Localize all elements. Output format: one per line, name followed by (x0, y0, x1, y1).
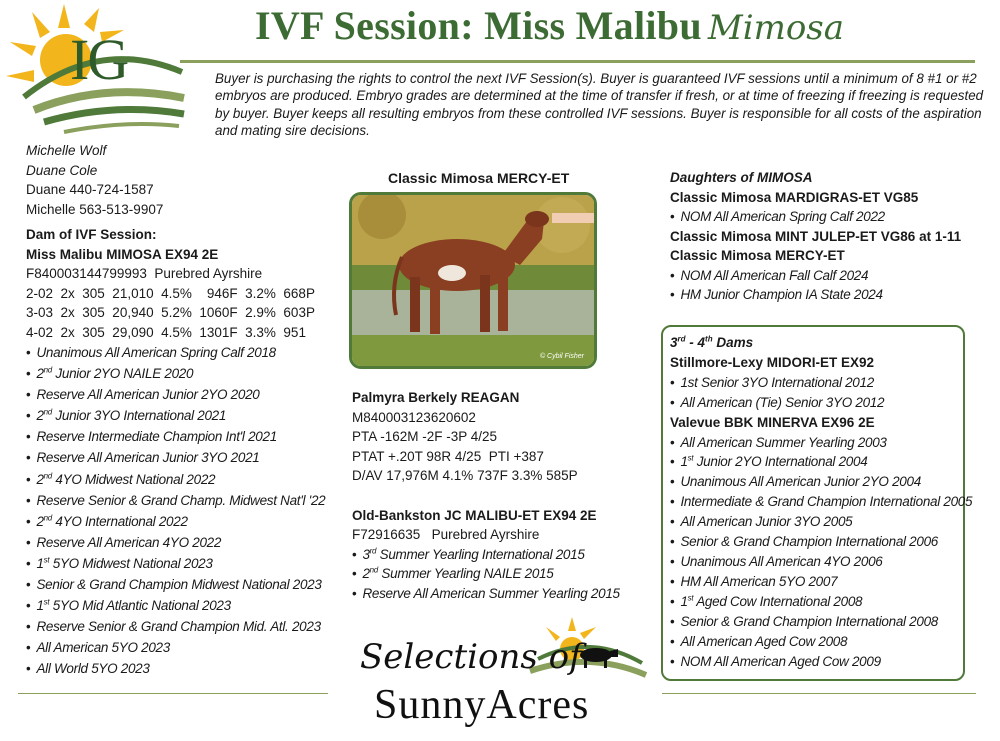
dams-section (670, 333, 990, 671)
list-item: • Reserve All American Junior 2YO 2020 (26, 387, 260, 403)
list-item: • All American Junior 3YO 2005 (670, 514, 853, 530)
list-item: • 2nd Junior 3YO International 2021 (26, 407, 227, 424)
list-item: • 1st Senior 3YO International 2012 (670, 374, 874, 390)
sire-name: Palmyra Berkely REAGAN (352, 390, 520, 405)
right-divider (662, 693, 976, 694)
middle-column (352, 388, 652, 603)
left-divider (18, 693, 328, 694)
sire-dav: D/AV 17,976M 4.1% 737F 3.3% 585P (352, 468, 578, 483)
list-item: • Reserve Senior & Grand Champion Mid. Atl. 2023 (26, 619, 321, 635)
list-item: • 1st Aged Cow International 2008 (670, 593, 863, 609)
title-divider (180, 60, 975, 63)
dam-name: Miss Malibu MIMOSA EX94 2E (26, 246, 219, 262)
photo-caption: Classic Mimosa MERCY-ET (388, 170, 570, 186)
contact-phone-2: Michelle 563-513-9907 (26, 201, 164, 217)
list-item: • Senior & Grand Champion Midwest National 2023 (26, 577, 322, 593)
cow-1-awards-list (670, 373, 990, 413)
dam-record-2: 3-03 2x 305 20,940 5.2% 1060F 2.9% 603P (26, 305, 315, 320)
list-item: • All American Aged Cow 2008 (670, 633, 848, 649)
cow-photo (349, 192, 597, 369)
right-column (670, 168, 990, 305)
list-item: • All American Summer Yearling 2003 (670, 434, 887, 450)
ig-logo (4, 2, 194, 142)
cow-1-name: Stillmore-Lexy MIDORI-ET EX92 (670, 354, 875, 370)
title-script: Mimosa (707, 8, 845, 48)
granddam-awards-list (352, 545, 652, 604)
intro-paragraph: Buyer is purchasing the rights to control the next IVF Session(s). Buyer is guaranteed IVF sessions until a minimum of 8 #1 or #2 embryos are produced. Embryo grades are determined at the time of transfer if fresh, or at time of freezing if freezing is requested by buyer. Buyer keeps all resulting embryos from these controlled IVF sessions. Buyer is responsible for all costs of the aspiration and mating sire decisions. (215, 71, 984, 138)
daughters-heading: Daughters of MIMOSA (670, 170, 813, 185)
photo-credit: © Cybil Fisher (539, 353, 584, 360)
list-item: • 1st 5YO Midwest National 2023 (26, 555, 213, 571)
list-item: • 3rd Summer Yearling International 2015 (352, 546, 585, 562)
list-item: • Intermediate & Grand Champion International 2005 (670, 494, 973, 510)
daughter-3-name: Classic Mimosa MERCY-ET (670, 248, 845, 263)
list-item: • Reserve Senior & Grand Champ. Midwest Nat'l '22 (26, 492, 326, 508)
dam-awards-list (26, 342, 326, 680)
list-item: • Unanimous All American Spring Calf 2018 (26, 345, 276, 360)
ig-monogram: IG (70, 27, 128, 92)
list-item: • 2nd Junior 2YO NAILE 2020 (26, 365, 194, 382)
list-item: • Reserve All American 4YO 2022 (26, 534, 222, 550)
sunny-acres-logo (360, 615, 650, 737)
daughter-1-name: Classic Mimosa MARDIGRAS-ET VG85 (670, 189, 919, 205)
dam-record-3: 4-02 2x 305 29,090 4.5% 1301F 3.3% 951 (26, 324, 306, 340)
list-item: • HM All American 5YO 2007 (670, 573, 838, 589)
granddam-id-line: F72916635 Purebred Ayrshire (352, 527, 540, 542)
list-item: • 1st 5YO Mid Atlantic National 2023 (26, 597, 231, 614)
contact-name-1: Michelle Wolf (26, 143, 107, 158)
cow-2-name: Valevue BBK MINERVA EX96 2E (670, 414, 875, 430)
list-item: • NOM All American Aged Cow 2009 (670, 653, 881, 669)
contact-phone-1: Duane 440-724-1587 (26, 182, 154, 197)
list-item: • NOM All American Spring Calf 2022 (670, 209, 885, 224)
logo-caps: SunnyAcres (374, 682, 590, 728)
sire-pta: PTA -162M -2F -3P 4/25 (352, 429, 498, 444)
list-item: • 2nd 4YO Midwest National 2022 (26, 471, 216, 487)
left-column (26, 141, 326, 680)
list-item: • Reserve All American Summer Yearling 2015 (352, 585, 620, 601)
list-item: • Reserve All American Junior 3YO 2021 (26, 450, 260, 466)
list-item: • 1st Junior 2YO International 2004 (670, 453, 868, 470)
list-item: • Senior & Grand Champion International 2006 (670, 534, 939, 550)
page-title (255, 2, 844, 54)
list-item: • All American (Tie) Senior 3YO 2012 (670, 394, 885, 410)
list-item: • 2nd 4YO International 2022 (26, 513, 188, 529)
list-item: • Unanimous All American 4YO 2006 (670, 553, 883, 569)
title-main: IVF Session: Miss Malibu (255, 3, 702, 48)
list-item: • Senior & Grand Champion International 2008 (670, 613, 939, 629)
dams-heading: 3rd - 4th Dams (670, 334, 754, 350)
logo-script: Selections of (360, 637, 582, 677)
list-item: • HM Junior Champion IA State 2024 (670, 287, 883, 302)
granddam-name: Old-Bankston JC MALIBU-ET EX94 2E (352, 507, 597, 523)
sire-ptat: PTAT +.20T 98R 4/25 PTI +387 (352, 448, 544, 464)
cow-2-awards-list (670, 433, 990, 672)
list-item: • Unanimous All American Junior 2YO 2004 (670, 474, 921, 490)
list-item: • Reserve Intermediate Champion Int'l 2021 (26, 429, 277, 445)
dam-record-1: 2-02 2x 305 21,010 4.5% 946F 3.2% 668P (26, 285, 315, 301)
list-item: • 2nd Summer Yearling NAILE 2015 (352, 565, 554, 581)
cow-illustration (352, 195, 594, 366)
list-item: • All World 5YO 2023 (26, 661, 150, 677)
dam-heading: Dam of IVF Session: (26, 227, 157, 242)
sire-id: M840003123620602 (352, 409, 476, 425)
list-item: • All American 5YO 2023 (26, 640, 170, 656)
dam-id-line: F840003144799993 Purebred Ayrshire (26, 266, 263, 281)
daughter-2-name: Classic Mimosa MINT JULEP-ET VG86 at 1-11 (670, 228, 962, 244)
contact-name-2: Duane Cole (26, 162, 98, 178)
list-item: • NOM All American Fall Calf 2024 (670, 267, 869, 283)
